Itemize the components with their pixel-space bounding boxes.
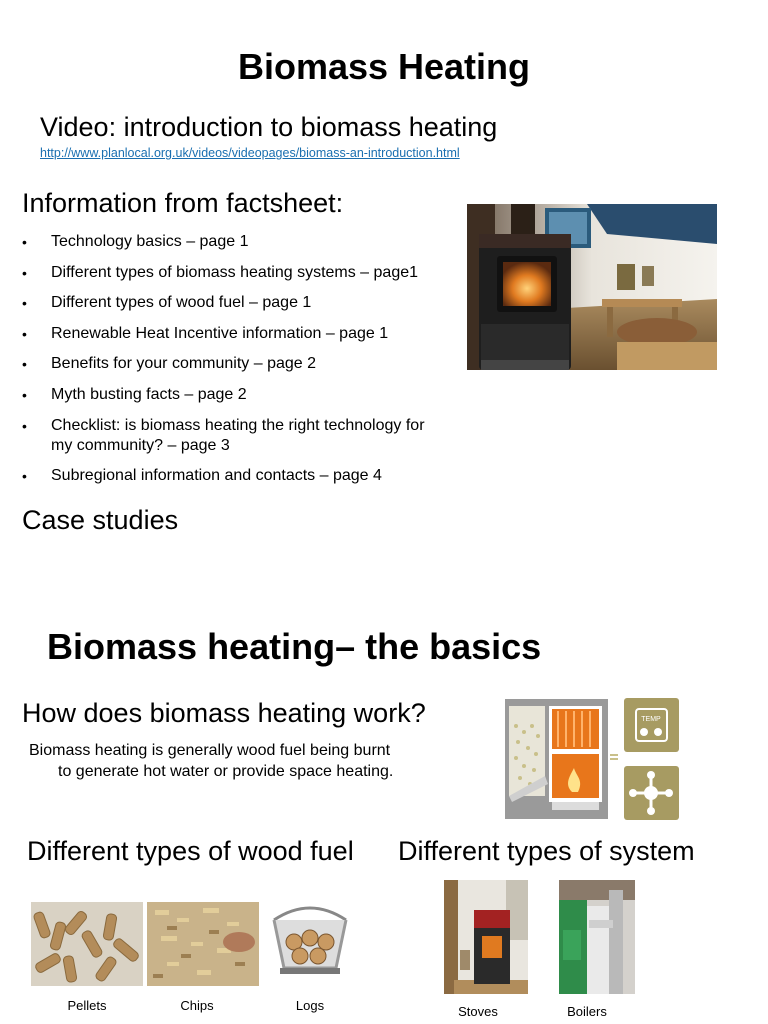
- temp-label: TEMP: [641, 716, 661, 723]
- list-item: • Different types of biomass heating systems – page1: [22, 263, 452, 283]
- stoves-caption: Stoves: [458, 1004, 498, 1019]
- case-studies-heading: Case studies: [22, 505, 179, 535]
- wood-fuel-heading: Different types of wood fuel: [27, 836, 354, 866]
- list-item: • Different types of wood fuel – page 1: [22, 293, 452, 313]
- slide1-title: Biomass Heating: [237, 46, 531, 87]
- chips-caption: Chips: [180, 998, 214, 1013]
- list-item: • Subregional information and contacts – page 4: [22, 466, 452, 486]
- boilers-caption: Boilers: [567, 1004, 607, 1019]
- description-text: Biomass heating is generally wood fuel being burnt to generate hot water or provide space heating.: [29, 742, 394, 780]
- stove-photo: [444, 880, 528, 994]
- factsheet-list: [22, 232, 452, 497]
- info-heading: Information from factsheet:: [22, 188, 344, 218]
- slide2-title: Biomass heating– the basics: [47, 626, 542, 667]
- video-heading: Video: introduction to biomass heating: [40, 112, 498, 142]
- chips-photo: [147, 902, 259, 986]
- pellets-photo: [31, 902, 143, 986]
- video-link[interactable]: http://www.planlocal.org.uk/videos/videopages/biomass-an-introduction.html: [40, 146, 460, 160]
- list-item: • Checklist: is biomass heating the right technology for my community? – page 3: [22, 416, 452, 456]
- list-item: • Technology basics – page 1: [22, 232, 452, 252]
- how-heading: How does biomass heating work?: [22, 698, 426, 728]
- list-item: • Myth busting facts – page 2: [22, 385, 452, 405]
- system-heading: Different types of system: [398, 836, 695, 866]
- list-item: • Benefits for your community – page 2: [22, 354, 452, 374]
- stove-room-photo: [467, 204, 717, 370]
- list-item: • Renewable Heat Incentive information – page 1: [22, 324, 452, 344]
- boiler-diagram: [500, 696, 682, 822]
- pellets-caption: Pellets: [67, 998, 107, 1013]
- boiler-photo: [559, 880, 635, 994]
- logs-caption: Logs: [295, 998, 325, 1013]
- logs-photo: [266, 902, 354, 986]
